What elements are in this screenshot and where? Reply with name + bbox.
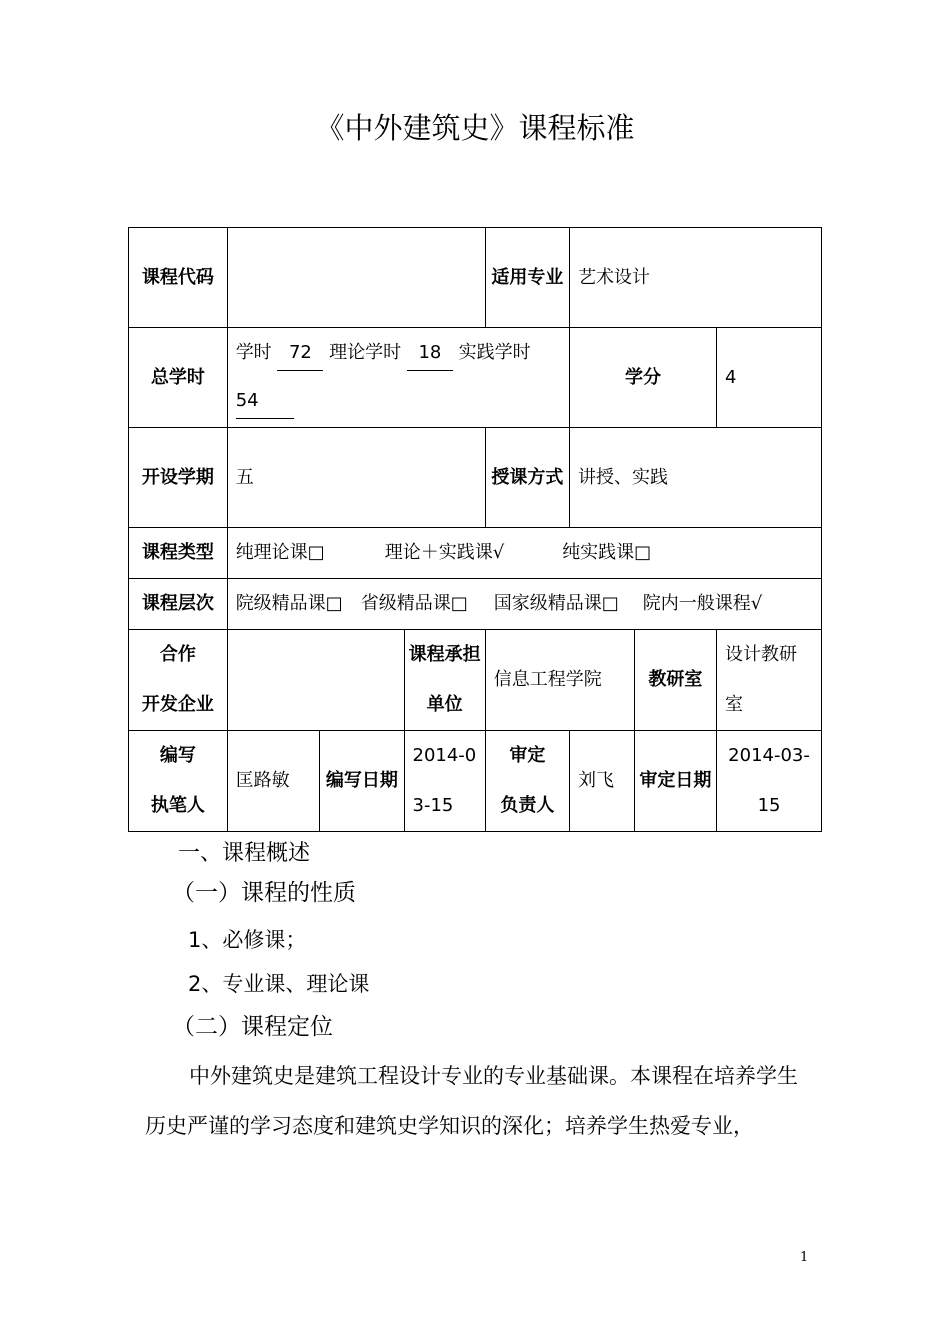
reviewer-label: 审定 负责人: [485, 731, 569, 832]
row-course-level: [129, 579, 822, 630]
course-level-options: [227, 579, 821, 630]
unit-label: 课程承担 单位: [404, 630, 485, 731]
row-authors: [129, 731, 822, 832]
theory-prefix: 理论学时: [329, 342, 402, 363]
course-code-value: [227, 228, 485, 328]
row-partner: [129, 630, 822, 731]
major-label: 适用专业: [485, 228, 569, 328]
credit-value: 4: [717, 328, 822, 428]
partner-label: 合作 开发企业: [129, 630, 228, 731]
level-option-college: 院级精品课□: [235, 593, 343, 614]
level-option-province: 省级精品课□: [360, 593, 468, 614]
level-option-general: 院内一般课程√: [642, 593, 763, 614]
review-date-value: 2014-03-15: [717, 731, 822, 832]
total-hours-label: 总学时: [129, 328, 228, 428]
credit-label: 学分: [570, 328, 717, 428]
dept-label: 教研室: [634, 630, 716, 731]
course-type-label: 课程类型: [129, 528, 228, 579]
row-course-type: [129, 528, 822, 579]
semester-value: 五: [227, 428, 485, 528]
list-item-required: 1、必修课；: [188, 928, 307, 952]
writer-label: 编写 执笔人: [129, 731, 228, 832]
practice-prefix: 实践学时: [458, 342, 531, 363]
type-option-theory: 纯理论课□: [235, 542, 325, 563]
section-heading-nature: （一）课程的性质: [172, 880, 356, 906]
method-label: 授课方式: [485, 428, 569, 528]
section-heading-positioning: （二）课程定位: [172, 1014, 333, 1040]
body-paragraph: 中外建筑史是建筑工程设计专业的专业基础课。本课程在培养学生历史严谨的学习态度和建筑史学知识的深化；培养学生热爱专业，: [145, 1064, 798, 1138]
unit-value: 信息工程学院: [485, 630, 634, 731]
page-number: 1: [800, 1250, 809, 1265]
hours-detail: [227, 328, 569, 428]
major-value: 艺术设计: [570, 228, 822, 328]
row-course-code: [129, 228, 822, 328]
row-total-hours: [129, 328, 822, 428]
course-code-label: 课程代码: [129, 228, 228, 328]
row-semester: [129, 428, 822, 528]
writer-value: 匡路敏: [227, 731, 320, 832]
list-item-professional: 2、专业课、理论课: [188, 972, 370, 996]
semester-label: 开设学期: [129, 428, 228, 528]
type-option-theory-practice: 理论＋实践课√: [384, 542, 505, 563]
document-title: 《中外建筑史》课程标准: [315, 111, 635, 145]
course-type-options: [227, 528, 821, 579]
course-level-label: 课程层次: [129, 579, 228, 630]
practice-hours-value: 54: [236, 384, 294, 419]
hours-value: 72: [277, 336, 323, 371]
method-value: 讲授、实践: [570, 428, 822, 528]
dept-value: 设计教研室: [717, 630, 822, 731]
type-option-practice: 纯实践课□: [562, 542, 652, 563]
level-option-national: 国家级精品课□: [493, 593, 619, 614]
section-heading-overview: 一、课程概述: [178, 841, 311, 866]
theory-hours-value: 18: [407, 336, 453, 371]
write-date-value: 2014-03-15: [404, 731, 485, 832]
hours-prefix: 学时: [235, 342, 272, 363]
course-info-table: [128, 227, 822, 832]
partner-company-value: [227, 630, 404, 731]
review-date-label: 审定日期: [634, 731, 716, 832]
write-date-label: 编写日期: [320, 731, 404, 832]
reviewer-value: 刘飞: [570, 731, 635, 832]
